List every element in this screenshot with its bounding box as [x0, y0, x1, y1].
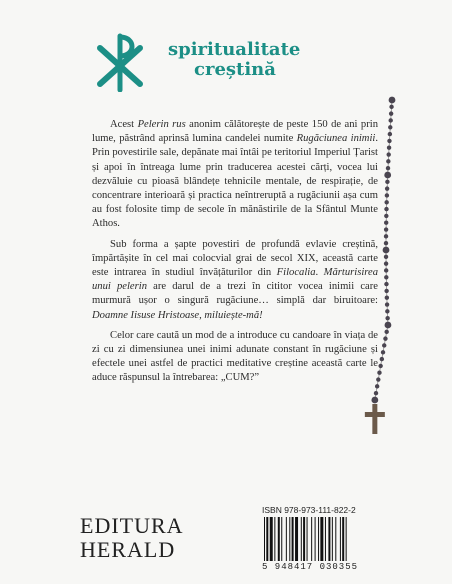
p2-italic-prayer: Doamne Iisuse Hristoase, miluiește-mă! [92, 309, 263, 321]
chi-rho-logo-icon [92, 32, 148, 92]
p1-italic-pelerin: Pelerin rus [137, 119, 186, 130]
series-title [168, 40, 300, 80]
barcode-icon [262, 517, 378, 561]
p1-text-e: . Prin povestirile sale, depănate mai întâi pe teritoriul Imperiul Țarist și apoi în întreaga lume prin traducerea acestei cărți, vocea lui dezvăluie cu pioasă blândețe tehnicile mentale, de respirație, de concentrare interioară și practica neîntreruptă a rugăciunii așa cum au fost folosite timp de secole în mănăstirile de la Sfântul Munte Athos. [92, 133, 378, 230]
publisher-line-2: HERALD [80, 537, 176, 562]
barcode-digits: 5 948417 030355 [262, 562, 359, 572]
p2-italic-marturisirea: Mărturisirea unui pelerin [92, 267, 378, 293]
series-line-1: spiritualitate [168, 39, 301, 60]
p1-text-c: anonim călătorește de peste 150 de ani prin lume, păstrând aprinsă lumina candelei numite [92, 119, 378, 145]
p2-text-a: Sub forma a șapte povestiri de profundă evlavie creștină, împărtășite în cel mai colocvial grai de secol XIX, această carte este intrarea în studiul învățăturilor din [92, 238, 378, 279]
p1-text-a: Acest [110, 119, 138, 130]
paragraph-1 [92, 118, 378, 232]
p2-text-c: . [315, 267, 324, 279]
publisher-logo [80, 514, 184, 562]
blurb-text [92, 118, 378, 392]
paragraph-3: Celor care caută un mod de a introduce cu candoare în viața de zi cu zi dimensiunea unei inimi adunate constant în rugăciune și efectele unei astfel de practici meditative creștine această carte le aduce răspunsul la întrebarea: „CUM?” [92, 329, 378, 384]
p1-italic-rugaciunea: Rugăciunea inimii [296, 133, 376, 145]
series-line-2: creștină [194, 59, 276, 80]
publisher-line-1: EDITURA [80, 513, 184, 538]
paragraph-2 [92, 238, 378, 323]
p2-text-e: are darul de a trezi în cititor vocea inimii care murmură ușor o singură rugăciune… simplă dar biruitoare: [92, 281, 378, 307]
p2-italic-filocalia: Filocalia [276, 267, 316, 279]
isbn-label: ISBN 978-973-111-822-2 [262, 505, 356, 515]
